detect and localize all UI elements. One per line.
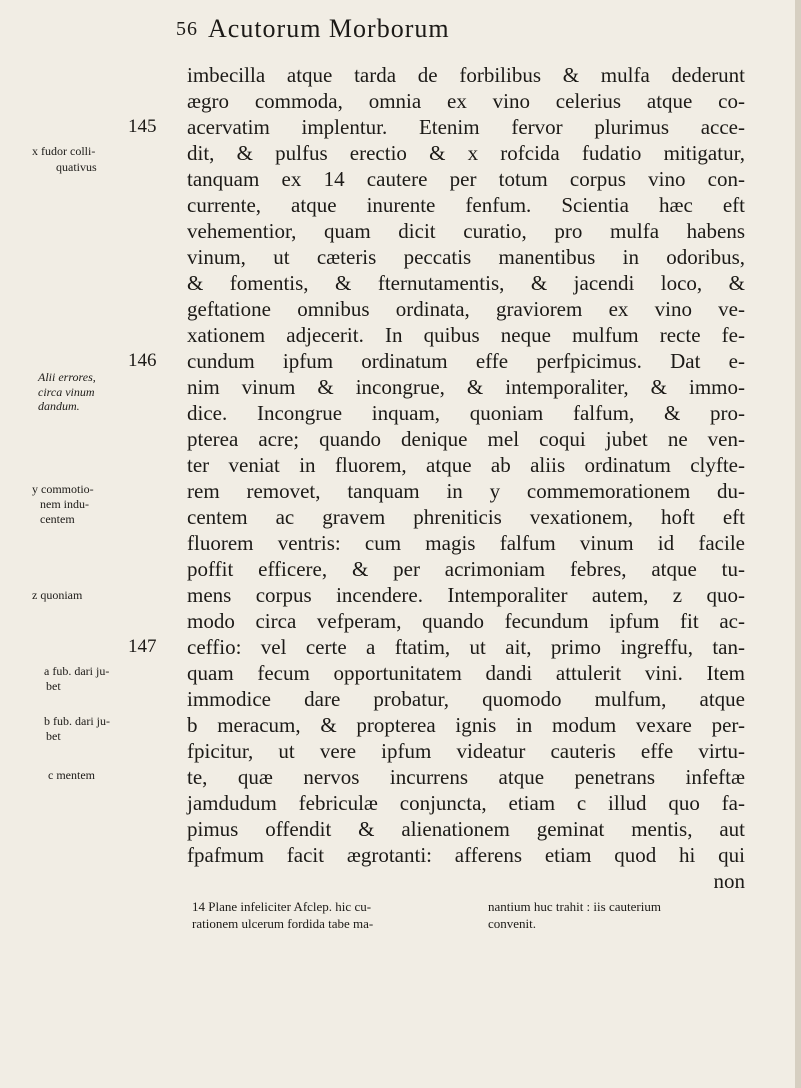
- text-line: ægro commoda, omnia ex vino celerius atque co-: [187, 89, 745, 113]
- text-line: tanquam ex 14 cautere per totum corpus vino con-: [187, 167, 745, 191]
- text-line: pterea acre; quando denique mel coqui jubet ne ven-: [187, 427, 745, 451]
- footnote-right: nantium huc trahit : iis cauterium: [488, 899, 661, 914]
- margin-note: b fub. dari ju-: [44, 714, 110, 728]
- text-line: fpafmum facit ægrotanti: afferens etiam quod hi qui: [187, 843, 745, 867]
- text-line: quam fecum opportunitatem dandi attulerit vini. Item: [187, 661, 745, 685]
- text-line: pimus offendit & alienationem geminat mentis, aut: [187, 817, 745, 841]
- running-header: [176, 8, 736, 54]
- margin-note: nem indu-: [40, 497, 89, 511]
- text-line: fluorem ventris: cum magis falfum vinum id facile: [187, 531, 745, 555]
- text-line: imbecilla atque tarda de forbilibus & mulfa dederunt: [187, 63, 745, 87]
- text-line: nim vinum & incongrue, & intemporaliter, & immo-: [187, 375, 745, 399]
- section-number: 147: [128, 636, 157, 657]
- text-line: jamdudum febriculæ conjuncta, etiam c illud quo fa-: [187, 791, 745, 815]
- title-word-1: Acutorum: [208, 14, 322, 43]
- margin-note: quativus: [56, 160, 97, 174]
- title-word-2: Morborum: [328, 14, 450, 43]
- page-edge-shadow: [795, 0, 801, 1088]
- text-line: & fomentis, & fternutamentis, & jacendi loco, &: [187, 271, 745, 295]
- footnote-left: 14 Plane infeliciter Afclep. hic cu-: [192, 899, 372, 914]
- text-line: modo circa vefperam, quando fecundum ipfum fit ac-: [187, 609, 745, 633]
- margin-note: bet: [46, 679, 61, 693]
- margin-note: dandum.: [38, 399, 80, 413]
- text-line: vinum, ut cæteris peccatis manentibus in odoribus,: [187, 245, 745, 269]
- text-line: dice. Incongrue inquam, quoniam falfum, & pro-: [187, 401, 745, 425]
- text-line: b meracum, & propterea ignis in modum vexare per-: [187, 713, 745, 737]
- text-line: ceffio: vel certe a ftatim, ut ait, primo ingreffu, tan-: [187, 635, 745, 659]
- text-line: vehementior, quam dicit curatio, pro mulfa habens: [187, 219, 745, 243]
- text-line: fpicitur, ut vere ipfum videatur cauteris effe virtu-: [187, 739, 745, 763]
- text-line: ter veniat in fluorem, atque ab aliis ordinatum clyfte-: [187, 453, 745, 477]
- catchword: non: [713, 869, 745, 893]
- margin-note: centem: [40, 512, 75, 526]
- text-line: poffit efficere, & per acrimoniam febres, atque tu-: [187, 557, 745, 581]
- margin-note: x fudor colli-: [32, 144, 96, 158]
- footnote-right: convenit.: [488, 916, 537, 931]
- text-line: xationem adjecerit. In quibus neque mulfum recte fe-: [187, 323, 745, 347]
- running-title: [208, 14, 450, 44]
- page-number: 56: [176, 18, 198, 40]
- section-number: 146: [128, 350, 157, 371]
- text-line: rem removet, tanquam in y commemorationem du-: [187, 479, 745, 503]
- text-line: acervatim implentur. Etenim fervor plurimus acce-: [187, 115, 745, 139]
- text-line: dit, & pulfus erectio & x rofcida fudatio mitigatur,: [187, 141, 745, 165]
- footnote-left: rationem ulcerum fordida tabe ma-: [192, 916, 374, 931]
- text-line: immodice dare probatur, quomodo mulfum, atque: [187, 687, 745, 711]
- margin-note: z quoniam: [32, 588, 83, 602]
- text-line: cundum ipfum ordinatum effe perfpicimus. Dat e-: [187, 349, 745, 373]
- margin-note: a fub. dari ju-: [44, 664, 110, 678]
- section-number: 145: [128, 116, 157, 137]
- text-line: currente, atque inurente fenfum. Scientia hæc eft: [187, 193, 745, 217]
- margin-note: y commotio-: [32, 482, 94, 496]
- margin-note: c mentem: [48, 768, 95, 782]
- text-line: mens corpus incendere. Intemporaliter autem, z quo-: [187, 583, 745, 607]
- margin-note: Alii errores,: [38, 370, 96, 384]
- text-line: centem ac gravem phreniticis vexationem, hoft eft: [187, 505, 745, 529]
- text-line: geftatione omnibus ordinata, graviorem ex vino ve-: [187, 297, 745, 321]
- margin-note: circa vinum: [38, 385, 95, 399]
- margin-note: bet: [46, 729, 61, 743]
- text-line: te, quæ nervos incurrens atque penetrans infeftæ: [187, 765, 745, 789]
